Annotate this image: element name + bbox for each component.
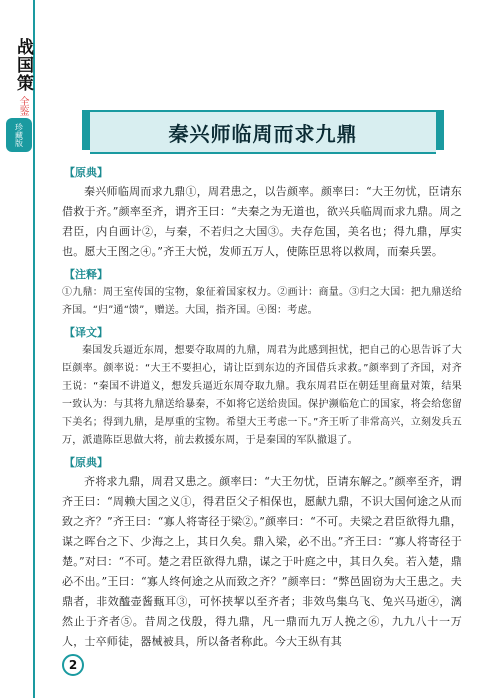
section-label-translation: 【译文】 [64, 326, 108, 339]
page-title: 秦兴师临周而求九鼎 [168, 121, 358, 146]
section-label-original: 【原典】 [64, 166, 108, 179]
translation-text: 秦国发兵逼近东周，想要夺取周的九鼎，周君为此感到担忧，把自己的心思告诉了大臣颜率。颜率说：“大王不要担心，请让臣到东边的齐国借兵求救。”颜率到了齐国，对齐王说：“秦国不讲道义，想发兵逼近东周夺取九鼎。我东周君臣在朝廷里商量对策，结果一致认为：与其将九鼎送给暴秦，不如将它送给贵国。保护濒临危亡的国家，将会给您留下美名；得到九鼎，是厚重的宝物。希望大王考虑一下。”齐王听了非常高兴，立刻发兵五万，派遣陈臣思做大将，前去救援东周，于是秦国的军队撤退了。 [62, 345, 462, 446]
section-label-notes: 【注释】 [64, 268, 108, 281]
series-subtitle: 全鉴 [17, 96, 28, 116]
original-text-1: 秦兴师临周而求九鼎①，周君患之，以告颜率。颜率曰：“大王勿忧，臣请东借救于齐。”颜率至齐，谓齐王曰：“夫秦之为无道也，欲兴兵临周而求九鼎。周之君臣，内自画计②，与秦，不若归之大国③。夫存危国，美名也；得九鼎，厚实也。愿大王图之④。”齐王大悦，发师五万人，使陈臣思将以救周，而秦兵罢。 [62, 185, 462, 258]
series-title: 战国策 [13, 38, 33, 92]
notes-text: ①九鼎：周王室传国的宝物，象征着国家权力。②画计：商量。③归之大国：把九鼎送给齐国。“归”通“馈”，赠送。大国，指齐国。④图：考虑。 [62, 287, 462, 316]
original-text-2: 齐将求九鼎，周君又患之。颜率曰：“大王勿忧，臣请东解之。”颜率至齐，谓齐王曰：“周赖大国之义①，得君臣父子相保也，愿献九鼎，不识大国何途之从而致之齐？”齐王曰：“寡人将寄径于梁②。”颜率曰：“不可。夫梁之君臣欲得九鼎，谋之晖台之下、少海之上，其日久矣。鼎入梁，必不出。”齐王曰：“寡人将寄径于楚。”对曰：“不可。楚之君臣欲得九鼎，谋之于叶庭之中，其日久矣。若入楚，鼎必不出。”王曰：“寡人终何途之从而致之齐？”颜率曰：“弊邑固窃为大王患之。夫鼎者，非效醯壶酱甀耳③，可怀挟挈以至齐者；非效鸟集乌飞、兔兴马逝④，漓然止于齐者⑤。昔周之伐殷，得九鼎，凡一鼎而九万人挽之⑥，九九八十一万人，士卒师徒，器械被具，所以备者称此。今大王纵有其 [62, 475, 462, 648]
section-label-original-2: 【原典】 [64, 456, 108, 469]
main-content [62, 160, 462, 652]
title-banner [90, 110, 436, 154]
edition-badge: 珍藏版 [6, 118, 32, 152]
page-number: 2 [62, 654, 84, 676]
sidebar-rule [33, 0, 35, 698]
sidebar [0, 0, 40, 698]
